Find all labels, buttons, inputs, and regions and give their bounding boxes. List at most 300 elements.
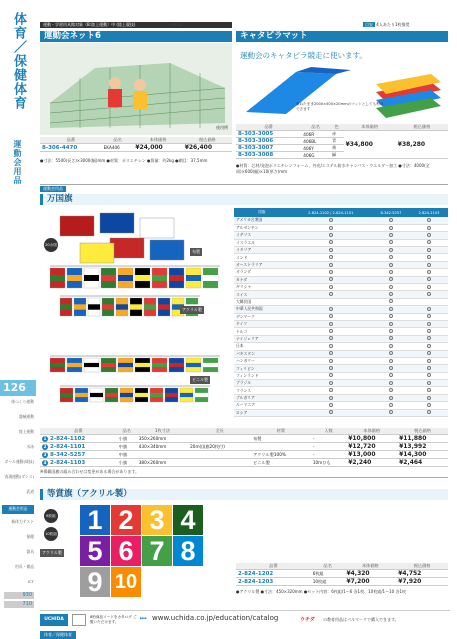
th-price-tax: 税込価格 [396,563,448,570]
circle-icon [329,307,333,311]
circle-icon [389,277,393,281]
flag-stripe [165,393,178,397]
table-row [234,394,448,401]
table-row [234,350,448,357]
maker-note: の教育用品はパルマークで購入できます。 [323,617,399,622]
circle-icon [329,388,333,392]
net-title: 運動会ネット6 [40,31,232,42]
sidebar-item[interactable]: 器械運動 [18,414,34,419]
th-product-b: 8-342-5257 [372,208,410,217]
product-qty: - [311,435,346,443]
table-row [234,335,448,342]
country-name: ロシア [234,409,290,416]
circle-icon [389,240,393,244]
availability-cell [290,224,372,231]
country-name: ギリシャ [234,284,290,291]
table-row [234,380,448,387]
table-row [234,298,448,305]
availability-cell [372,313,410,320]
net-name: EKA406 [102,144,134,152]
availability-cell [410,217,448,224]
country-name: アルゼンチン [234,224,290,231]
flag-stripe [203,363,218,367]
circle-icon [427,403,431,407]
flag-stripe [60,304,72,309]
circle-icon [427,366,431,370]
product-code[interactable] [40,435,117,443]
circle-icon [329,336,333,340]
mat-code[interactable]: 8-303-3007 [236,145,301,152]
country-name: ルーマニア [234,402,290,409]
country-name: ナイジェリア [234,335,290,342]
circle-icon [389,226,393,230]
availability-cell [410,254,448,261]
circle-icon [427,240,431,244]
flag-stripe [90,393,103,397]
flags-note: ※掲載国旗の組み合わせは変更がある場合があります。 [40,469,140,474]
availability-cell [372,247,410,254]
product-length: 20m(国旗20枚付) [188,443,251,451]
circle-icon [427,226,431,230]
mat-color: 黄 [330,145,344,152]
availability-cell [410,291,448,298]
circle-icon [427,307,431,311]
flags-count-tag: 20カ国 [44,238,58,252]
product-code[interactable] [40,451,117,459]
availability-cell [290,343,372,350]
th-name: 品名 [102,137,134,144]
product-material: アクリル製100% [251,451,311,459]
availability-cell [290,239,372,246]
availability-cell [410,232,448,239]
availability-cell [372,357,410,364]
availability-cell [410,224,448,231]
table-row [40,459,448,467]
row-marker-icon: 1 [43,435,47,441]
flag-stripe [116,304,128,309]
product-material: ビニル製 [251,459,311,467]
circle-icon [389,285,393,289]
availability-cell [372,261,410,268]
circle-icon [389,255,393,259]
table-row [234,372,448,379]
availability-cell [372,387,410,394]
mat-code[interactable]: 8-303-3006 [236,138,301,145]
circle-icon [389,329,393,333]
product-code[interactable]: 2-824-1102 [50,435,86,442]
mat-code[interactable]: 8-303-3005 [236,131,301,138]
flag-stripe [152,363,167,367]
circle-icon [329,410,333,414]
th-col: 本体価格 [346,428,397,435]
circle-icon [389,322,393,326]
table-row [236,131,448,138]
availability-cell [410,284,448,291]
availability-cell [410,328,448,335]
circle-icon [427,233,431,237]
mat-badge-note: 4人あたり1枚推奨 [376,22,410,27]
flag-stripe [120,393,133,397]
table-row [234,276,448,283]
circle-icon [427,255,431,259]
availability-cell [372,232,410,239]
country-name: インド [234,254,290,261]
flag-stripe [74,304,86,309]
product-price_tax: ¥11,880 [397,435,448,443]
table-row [234,365,448,372]
table-row [234,320,448,327]
circle-icon [427,292,431,296]
table-row [234,269,448,276]
net-image [40,43,232,135]
circle-icon [389,218,393,222]
circle-icon [427,336,431,340]
qr-code-icon [72,614,86,626]
availability-cell [372,239,410,246]
circle-icon [329,226,333,230]
mat-illustration [236,62,448,122]
th-price-tax: 税込価格 [183,137,232,144]
circle-icon [329,396,333,400]
number-flag: 4 [173,505,203,535]
mat-name: 406G [301,152,330,159]
table-row [234,328,448,335]
availability-cell [372,350,410,357]
net-spec: ●寸法：5500(長さ)×3000(幅)mm ●材質：ポリエチレン ●質量：約2kg ●網目：37.5mm [40,158,208,163]
sidebar-item[interactable]: 運動会用品 [2,505,34,514]
th-code: 品番 [40,137,102,144]
circle-icon [389,366,393,370]
th-col: 品番 [40,428,117,435]
index-tab-b[interactable]: 710 [4,601,34,608]
availability-cell [410,247,448,254]
availability-cell [372,306,410,313]
th-col: 1枚寸法 [137,428,188,435]
mat-code[interactable]: 8-303-3008 [236,152,301,159]
circle-icon [329,270,333,274]
circle-icon [389,396,393,400]
circle-icon [329,218,333,222]
circle-icon [389,351,393,355]
sidebar-item[interactable]: ボール運動(球技) [4,459,34,464]
availability-cell [290,372,372,379]
circle-icon [389,373,393,377]
sidebar-item[interactable]: 用具・備品 [15,564,34,569]
net-price-tax: ¥26,400 [183,144,232,152]
flag-stripe [102,304,114,309]
th-code: 品番 [236,124,301,131]
circle-icon [329,403,333,407]
circle-icon [389,233,393,237]
circle-icon [329,322,333,326]
flag-stripe [169,363,184,367]
product-size: 380×260mm [137,459,188,467]
circle-icon [427,218,431,222]
number-flag: 1 [80,505,110,535]
availability-cell [290,261,372,268]
availability-cell [410,261,448,268]
availability-cell [410,298,448,305]
flag-stripe [88,304,100,309]
category-label: 運動・学習用具館対象（B:陸上運動）中 (陸上競技) [43,22,136,27]
availability-cell [372,298,410,305]
availability-cell [372,380,410,387]
row-marker-icon: 2 [43,443,47,449]
sidebar-item[interactable]: 水泳 [26,444,34,449]
table-row [234,402,448,409]
th-color: 色 [330,124,344,131]
flag-stripe [144,304,156,309]
circle-icon [427,285,431,289]
availability-cell [290,284,372,291]
product-code[interactable] [40,443,117,451]
availability-cell [372,328,410,335]
availability-cell [410,350,448,357]
country-name: デンマーク [234,313,290,320]
circle-icon [329,344,333,348]
availability-cell [290,335,372,342]
availability-cell [410,306,448,313]
brand-logo: UCHIDA [40,614,68,626]
flag-swatch [80,243,114,263]
country-name: 日本 [234,343,290,350]
product-price: ¥10,800 [346,435,397,443]
numflags-spec: ●アクリル製 ●寸法：450×320mm ●セット内容：6枚組/1～6 各1枚、10枚組/1～10 各1枚 [236,589,406,594]
table-row [234,343,448,350]
sidebar-item[interactable]: 新体力テスト [11,519,34,524]
country-name: ハンガリー [234,357,290,364]
flag-stripe [118,363,133,367]
availability-cell [372,335,410,342]
mat-title: キャタピラマット [236,31,448,42]
number-flag: 9 [80,567,110,597]
sidebar [0,0,36,639]
flags-section-label: 運動会用品 [40,186,66,192]
product-code[interactable]: 8-342-5257 [50,451,86,458]
flag-stripe [118,275,133,281]
numflags-table [236,563,448,586]
circle-icon [389,336,393,340]
th-col: 全長 [188,428,251,435]
circle-icon [329,263,333,267]
product-code[interactable]: 2-824-1103 [50,459,86,466]
country-name: フィリピン [234,365,290,372]
country-name: スイス [234,291,290,298]
circle-icon [427,329,431,333]
mat-spec: ●材質：芯材/発泡ポリエチレンフォーム、外皮/エステル防水キャンバス・ウエルダー加工 ●寸法：4000(全周)×600(幅)×10(厚さ)mm [236,163,430,174]
numflag-name: 10枚組 [311,578,345,586]
availability-cell [372,291,410,298]
mat-tagline: 運動会のキャタピラ競走に使います。 [240,51,367,60]
circle-icon [427,344,431,348]
flag-stripe [180,393,193,397]
circle-icon [389,388,393,392]
country-name: トルコ [234,328,290,335]
table-row [234,306,448,313]
country-name: アメリカ合衆国 [234,217,290,224]
net-image-caption: 使用例 [216,125,228,130]
availability-cell [372,365,410,372]
page-number: 126 [0,380,36,396]
circle-icon [427,277,431,281]
product-price_tax: ¥2,464 [397,459,448,467]
country-name: パキスタン [234,350,290,357]
circle-icon [329,359,333,363]
circle-icon [329,255,333,259]
availability-cell [290,306,372,313]
flag-stripe [84,363,99,367]
circle-icon [389,248,393,252]
circle-icon [329,351,333,355]
numflag-code[interactable]: 2-824-1203 [236,578,311,586]
availability-cell [372,269,410,276]
circle-icon [389,381,393,385]
circle-icon [389,344,393,348]
flags-tag-cloth: 布製 [192,249,200,254]
sidebar-item[interactable]: 陸上運動 [18,429,34,434]
product-size [137,451,188,459]
flag-stripe [186,363,201,367]
product-price: ¥13,000 [346,451,397,459]
number-flag: 7 [142,536,172,566]
table-row [234,291,448,298]
number-flag: 3 [142,505,172,535]
availability-cell [410,365,448,372]
country-name: オランダ [234,269,290,276]
availability-cell [290,276,372,283]
row-marker-icon: 3 [43,451,47,457]
maker-logo: ウチダ [300,617,315,623]
flag-stripe [130,304,142,309]
row-marker-icon: 4 [43,459,47,465]
availability-cell [372,409,410,416]
flag-stripe [67,275,82,281]
table-row [234,232,448,239]
product-length [188,435,251,443]
sidebar-item[interactable]: 器具 [26,549,34,554]
availability-cell [410,387,448,394]
catalog-url[interactable]: www.uchida.co.jp/education/catalog [152,614,279,622]
product-name: 中旗 [117,443,137,451]
net-code[interactable]: 8-306-4470 [40,144,102,152]
flag-swatch [110,238,144,258]
circle-icon [329,285,333,289]
flags-tag-vinyl: ビニル製 [192,377,208,382]
availability-cell [410,394,448,401]
circle-icon [427,270,431,274]
flag-stripe [152,275,167,281]
flag-stripe [67,363,82,367]
availability-cell [410,313,448,320]
divider [40,477,448,478]
number-flag: 8 [173,536,203,566]
table-row [40,451,448,459]
availability-cell [410,357,448,364]
number-flag: 5 [80,536,110,566]
product-material: 布製 [251,435,311,443]
arrow-icon: ▶▶▶ [140,616,147,620]
mat-name: 406Y [301,145,330,152]
product-code[interactable] [40,459,117,467]
sidebar-subtitle: 運動会用品 [13,140,22,185]
mat-color: 緑 [330,152,344,159]
table-row [234,247,448,254]
circle-icon [389,307,393,311]
net-illustration [40,43,232,135]
availability-cell [290,365,372,372]
country-name: イスラエル [234,239,290,246]
table-row [234,254,448,261]
th-country: 国旗 [234,208,290,217]
sidebar-item[interactable]: 体つくり運動 [11,399,34,404]
circle-icon [389,270,393,274]
th-col: 材質 [251,428,311,435]
sidebar-item[interactable]: 保健 [26,534,34,539]
table-row [40,144,232,152]
circle-icon [329,366,333,370]
flag-stripe [169,275,184,281]
flag-swatch [150,240,184,260]
product-length [188,459,251,467]
th-name: 品名 [301,124,330,131]
index-tab-a[interactable]: 930 [4,592,34,599]
product-size: 430×340mm [137,443,188,451]
mat-price-tax: ¥38,280 [396,131,448,159]
flags-product-table [40,428,448,467]
country-name: 中華人民共和国 [234,306,290,313]
sidebar-item[interactable]: 表現運動(ダンス) [4,474,34,479]
circle-icon [427,314,431,318]
availability-cell [290,247,372,254]
circle-icon [389,292,393,296]
th-code: 品番 [236,563,311,570]
numflag-code[interactable]: 2-824-1202 [236,570,311,578]
th-product-a: 2-824-1102 / 2-824-1101 [290,208,372,217]
product-code[interactable]: 2-824-1101 [50,443,86,450]
footer-tab: 体育／保健体育 [40,631,76,639]
availability-cell [372,372,410,379]
availability-cell [290,328,372,335]
availability-cell [290,380,372,387]
flags-illustration [40,208,230,420]
availability-cell [372,224,410,231]
sidebar-item[interactable]: 武道 [26,489,34,494]
flag-stripe [50,363,65,367]
availability-cell [372,343,410,350]
th-name: 品名 [311,563,345,570]
numflag-price-tax: ¥4,752 [396,570,448,578]
circle-icon [329,381,333,385]
availability-cell [290,350,372,357]
availability-cell [372,402,410,409]
availability-cell [290,394,372,401]
footer-note: 8桁商品コードをカタログ ご覧いただけます。 [90,615,137,624]
number-flag: 6 [111,536,141,566]
net-table [40,137,232,152]
availability-cell [410,402,448,409]
country-name: 大韓民国 [234,298,290,305]
flag-stripe [60,393,73,397]
flag-stripe [50,275,65,281]
sidebar-item[interactable]: ICT [27,579,34,584]
category-sub: パトン [170,22,182,27]
flag-stripe [195,393,208,397]
circle-icon [329,329,333,333]
table-row [234,261,448,268]
country-name: カナダ [234,276,290,283]
availability-cell [410,239,448,246]
table-row [40,443,448,451]
